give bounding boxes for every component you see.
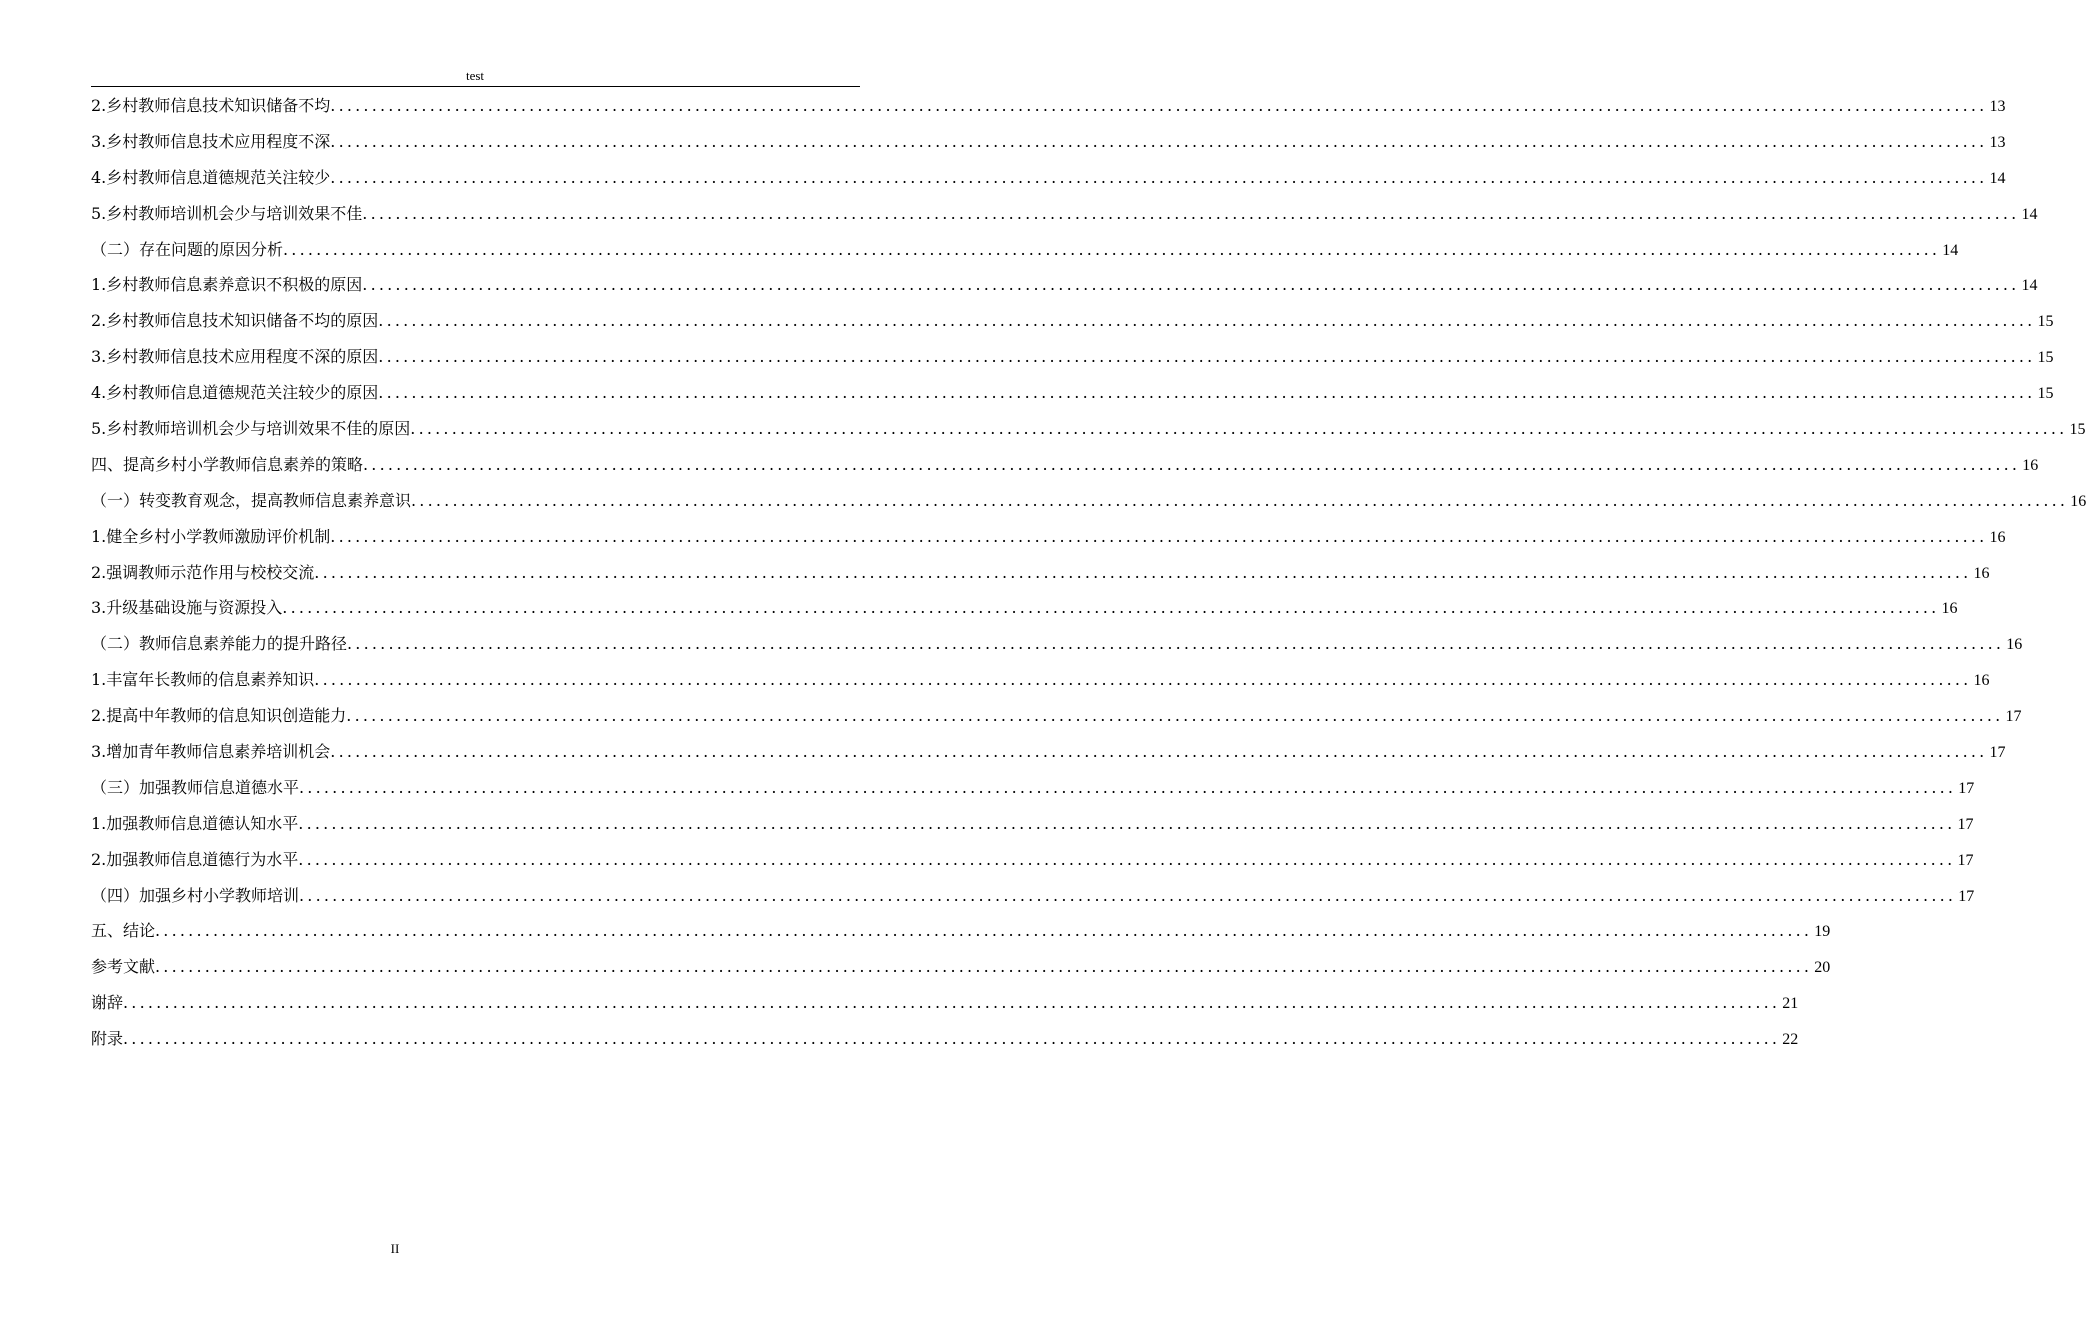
toc-entry-title: 四、提高乡村小学教师信息素养的策略 (91, 454, 364, 474)
toc-leader-dots: ........................................................................................................................................................................................................ (282, 598, 1940, 618)
toc-entry-title: 参考文献 (91, 957, 156, 977)
toc-leader-dots: ........................................................................................................................................................................................................ (362, 203, 2020, 223)
toc-entry-page: 16 (2070, 492, 2086, 510)
toc-entry-title: 2.加强教师信息道德行为水平 (91, 849, 299, 869)
toc-leader-dots: ........................................................................................................................................................................................................ (378, 347, 2036, 367)
toc-entry-title: （二）教师信息素养能力的提升路径 (91, 634, 348, 654)
toc-leader-dots: ........................................................................................................................................................................................................ (123, 993, 1781, 1013)
toc-leader-dots: ........................................................................................................................................................................................................ (411, 490, 2069, 510)
toc-entry[interactable] (91, 160, 2006, 196)
toc-entry[interactable] (91, 303, 2054, 339)
toc-entry-page: 16 (1973, 564, 1990, 582)
toc-leader-dots: ........................................................................................................................................................................................................ (155, 921, 1813, 941)
toc-entry[interactable] (91, 519, 2006, 555)
toc-leader-dots: ........................................................................................................................................................................................................ (283, 239, 1941, 259)
toc-leader-dots: ........................................................................................................................................................................................................ (330, 742, 1988, 762)
toc-leader-dots: ........................................................................................................................................................................................................ (347, 634, 2005, 654)
toc-entry-page: 17 (1989, 744, 2006, 762)
toc-leader-dots: ........................................................................................................................................................................................................ (410, 419, 2068, 439)
toc-entry-page: 14 (1942, 241, 1959, 259)
toc-entry-page: 17 (2005, 708, 2022, 726)
toc-entry[interactable] (91, 232, 1959, 268)
toc-entry-page: 17 (1958, 887, 1975, 905)
toc-entry-title: 1.加强教师信息道德认知水平 (91, 813, 299, 833)
toc-entry-title: 5.乡村教师培训机会少与培训效果不佳的原因 (91, 419, 411, 439)
toc-entry-title: 谢辞 (91, 993, 124, 1013)
toc-entry[interactable] (91, 770, 1975, 806)
running-header: test (465, 68, 485, 83)
toc-entry-title: 3.增加青年教师信息素养培训机会 (91, 742, 331, 762)
table-of-contents (91, 88, 2086, 1057)
toc-entry-page: 16 (2006, 636, 2023, 654)
toc-entry-title: 5.乡村教师培训机会少与培训效果不佳 (91, 203, 363, 223)
toc-entry-title: 4.乡村教师信息道德规范关注较少的原因 (91, 383, 379, 403)
toc-leader-dots: ........................................................................................................................................................................................................ (299, 777, 1957, 797)
toc-entry[interactable] (91, 949, 1831, 985)
toc-entry-page: 14 (2021, 277, 2038, 295)
toc-entry-title: 五、结论 (91, 921, 156, 941)
toc-entry[interactable] (91, 196, 2038, 232)
toc-entry[interactable] (91, 88, 2006, 124)
toc-entry-title: （三）加强教师信息道德水平 (91, 777, 300, 797)
toc-entry-title: 1.乡村教师信息素养意识不积极的原因 (91, 275, 363, 295)
toc-entry-page: 17 (1957, 815, 1974, 833)
toc-entry-page: 16 (2022, 456, 2039, 474)
toc-leader-dots: ........................................................................................................................................................................................................ (330, 167, 1988, 187)
toc-entry[interactable] (91, 339, 2054, 375)
toc-leader-dots: ........................................................................................................................................................................................................ (378, 383, 2036, 403)
toc-entry[interactable] (91, 267, 2038, 303)
toc-entry-title: 2.强调教师示范作用与校校交流 (91, 562, 315, 582)
toc-leader-dots: ........................................................................................................................................................................................................ (155, 957, 1813, 977)
toc-entry-page: 21 (1782, 995, 1799, 1013)
toc-entry[interactable] (91, 124, 2006, 160)
toc-entry-title: 3.乡村教师信息技术应用程度不深 (91, 131, 331, 151)
toc-entry-title: 附录 (91, 1029, 124, 1049)
toc-entry[interactable] (91, 806, 1974, 842)
toc-entry-page: 15 (2069, 421, 2086, 439)
toc-entry-title: 1.丰富年长教师的信息素养知识 (91, 670, 315, 690)
header-divider (91, 86, 860, 87)
toc-entry-title: 2.乡村教师信息技术知识储备不均 (91, 96, 331, 115)
toc-entry-page: 16 (1941, 600, 1958, 618)
toc-entry[interactable] (91, 985, 1799, 1021)
toc-entry-page: 19 (1814, 923, 1831, 941)
toc-leader-dots: ........................................................................................................................................................................................................ (314, 562, 1972, 582)
toc-entry[interactable] (91, 447, 2039, 483)
toc-entry-page: 13 (1989, 133, 2006, 151)
toc-entry[interactable] (91, 411, 2086, 447)
toc-entry-title: 2.乡村教师信息技术知识储备不均的原因 (91, 311, 379, 331)
toc-entry-title: 4.乡村教师信息道德规范关注较少 (91, 167, 331, 187)
footer-page-number: II (390, 1241, 400, 1256)
toc-entry-page: 22 (1782, 1031, 1799, 1049)
toc-leader-dots: ........................................................................................................................................................................................................ (299, 885, 1957, 905)
toc-entry-title: （二）存在问题的原因分析 (91, 239, 284, 259)
toc-entry[interactable] (91, 698, 2022, 734)
toc-entry-page: 20 (1814, 959, 1831, 977)
toc-leader-dots: ........................................................................................................................................................................................................ (123, 1029, 1781, 1049)
toc-leader-dots: ........................................................................................................................................................................................................ (330, 131, 1988, 151)
toc-entry[interactable] (91, 555, 1990, 591)
toc-entry[interactable] (91, 913, 1831, 949)
toc-entry-title: 1.健全乡村小学教师激励评价机制 (91, 526, 331, 546)
toc-entry[interactable] (91, 878, 1975, 914)
toc-entry[interactable] (91, 375, 2054, 411)
toc-entry[interactable] (91, 734, 2006, 770)
toc-entry-page: 17 (1957, 851, 1974, 869)
toc-leader-dots: ........................................................................................................................................................................................................ (346, 706, 2004, 726)
toc-entry-page: 16 (1973, 672, 1990, 690)
toc-leader-dots: ........................................................................................................................................................................................................ (330, 96, 1988, 115)
toc-entry-title: 3.升级基础设施与资源投入 (91, 598, 283, 618)
toc-entry[interactable] (91, 626, 2023, 662)
toc-leader-dots: ........................................................................................................................................................................................................ (298, 813, 1956, 833)
toc-entry-page: 15 (2037, 313, 2054, 331)
toc-entry-page: 13 (1989, 98, 2006, 115)
toc-leader-dots: ........................................................................................................................................................................................................ (314, 670, 1972, 690)
toc-entry[interactable] (91, 1021, 1799, 1057)
toc-entry[interactable] (91, 483, 2086, 519)
toc-leader-dots: ........................................................................................................................................................................................................ (378, 311, 2036, 331)
toc-leader-dots: ........................................................................................................................................................................................................ (330, 526, 1988, 546)
toc-entry-page: 14 (1989, 169, 2006, 187)
toc-entry-page: 15 (2037, 385, 2054, 403)
toc-leader-dots: ........................................................................................................................................................................................................ (362, 275, 2020, 295)
toc-entry-title: （四）加强乡村小学教师培训 (91, 885, 300, 905)
toc-entry-title: 3.乡村教师信息技术应用程度不深的原因 (91, 347, 379, 367)
toc-entry[interactable] (91, 662, 1990, 698)
toc-entry-title: （一）转变教育观念，提高教师信息素养意识 (91, 490, 412, 510)
toc-entry[interactable] (91, 842, 1974, 878)
toc-entry[interactable] (91, 590, 1958, 626)
toc-entry-title: 2.提高中年教师的信息知识创造能力 (91, 706, 347, 726)
toc-leader-dots: ........................................................................................................................................................................................................ (363, 454, 2021, 474)
toc-entry-page: 15 (2037, 349, 2054, 367)
toc-leader-dots: ........................................................................................................................................................................................................ (298, 849, 1956, 869)
toc-entry-page: 17 (1958, 779, 1975, 797)
toc-entry-page: 14 (2021, 205, 2038, 223)
toc-entry-page: 16 (1989, 528, 2006, 546)
